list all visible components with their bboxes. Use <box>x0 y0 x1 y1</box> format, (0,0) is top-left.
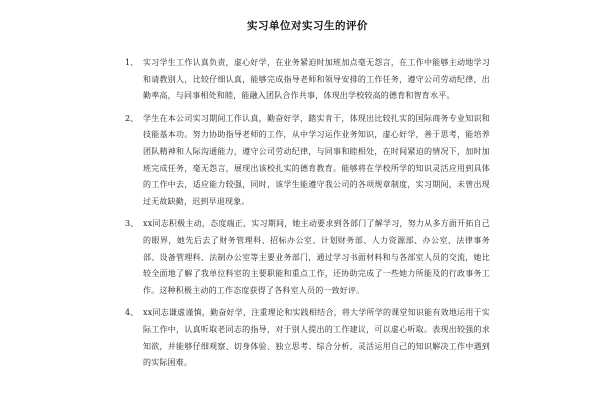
list-item <box>125 55 490 105</box>
document-title: 实习单位对实习生的评价 <box>247 20 368 32</box>
item-number: 1、 <box>125 58 139 67</box>
item-text: xx同志谦虚谨慎，勤奋好学，注重理论和实践相结合，将大学所学的课堂知识能有效地运用于实际工作中，认真听取老同志的指导，对于别人提出的工作建议，可以虚心听取。表现出较强的求知欲，并能够仔细观察、切身体验、独立思考、综合分析，灵活运用自己的知识解决工作中遇到的实际困难。 <box>143 308 490 368</box>
item-text: 学生在本公司实习期间工作认真，勤奋好学，踏实肯干，体现出比较扎实的国际商务专业知识和技能基本功。努力协助指导老师的工作，从中学习运作业务知识，虚心好学，善于思考，能培养团队精神和人际沟通能力，遵守公司劳动纪律，与同事和睦相处，在时间紧迫的情况下，加时加班完成任务，毫无怨言，展现出该校扎实的德育教育。能够将在学校所学的知识灵活应用到具体的工作中去，适应能力较强，同时，该学生能遵守我公司的各项规章制度，实习期间，未曾出现过无故缺勤，迟到早退现象。 <box>143 113 490 206</box>
list-item <box>125 216 490 299</box>
item-text: xx同志积极主动，态度端正，实习期间，她主动要求到各部门了解学习，努力从多方面开拓自己的眼界，她先后去了财务管理科、招标办公室、计划财务部、人力资源部、办公室、法律事务部、设备管理科、法制办公室等主要业务部门，通过学习书面材料和与各部室人员的交流，她比较全面地了解了我单位科室的主要职能和重点工作，还协助完成了一些她力所能及的行政事务工作。这种积极主动的工作态度获得了各科室人员的一致好评。 <box>143 219 490 295</box>
item-number: 3、 <box>125 219 139 229</box>
item-text: 实习学生工作认真负责，虚心好学，在业务紧迫时加班加点毫无怨言，在工作中能够主动地学习和请教别人，比较仔细认真，能够完成指导老师和领导安排的工作任务，遵守公司劳动纪律，出勤率高，与同事相处和睦，能融入团队合作共事，体现出学校较高的德育和智育水平。 <box>143 58 490 101</box>
item-number: 2、 <box>125 113 139 123</box>
list-item <box>125 305 490 371</box>
item-number: 4、 <box>125 308 139 318</box>
list-item <box>125 111 490 211</box>
